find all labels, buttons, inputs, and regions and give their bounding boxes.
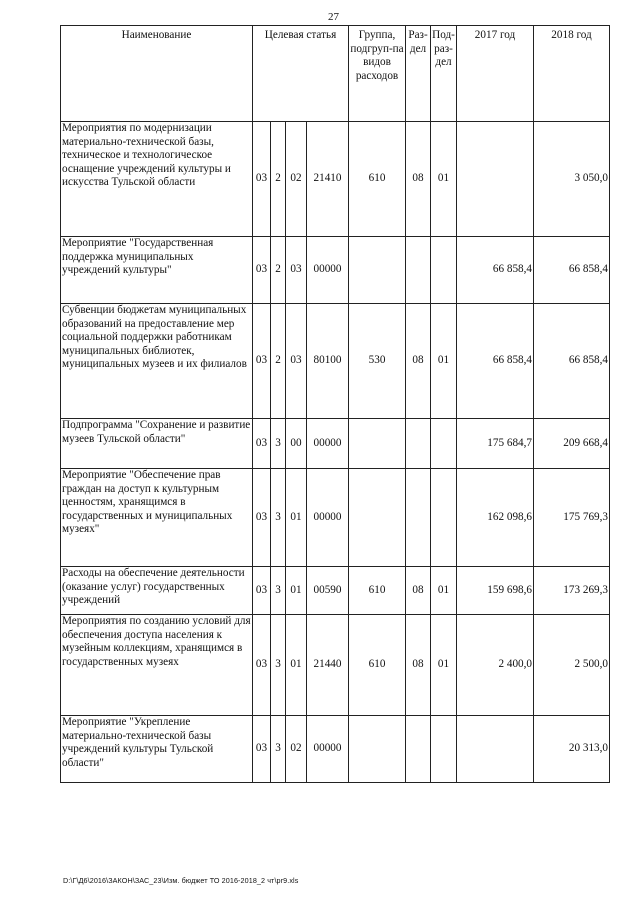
target-code-event: 01 bbox=[286, 615, 307, 716]
table-row bbox=[61, 304, 610, 419]
header-target-article: Целевая статья bbox=[253, 26, 349, 122]
target-code-program: 03 bbox=[253, 615, 271, 716]
header-year-2017: 2017 год bbox=[457, 26, 534, 122]
amount-2017-cell bbox=[457, 122, 534, 237]
target-code-event: 02 bbox=[286, 122, 307, 237]
target-code-program: 03 bbox=[253, 567, 271, 615]
target-code-event: 03 bbox=[286, 237, 307, 304]
target-code-subprogram: 3 bbox=[271, 716, 286, 783]
expense-group-cell: 530 bbox=[349, 304, 406, 419]
subsection-cell bbox=[431, 469, 457, 567]
row-name: Расходы на обеспечение деятельности (оказание услуг) государственных учреждений bbox=[61, 567, 253, 615]
target-code-subprogram: 2 bbox=[271, 122, 286, 237]
row-name: Субвенции бюджетам муниципальных образований на предоставление мер социальной поддержки работникам муниципальных библиотек, муниципальных музеев и их филиалов bbox=[61, 304, 253, 419]
expense-group-cell: 610 bbox=[349, 567, 406, 615]
expense-group-cell bbox=[349, 716, 406, 783]
target-code-program: 03 bbox=[253, 419, 271, 469]
section-cell: 08 bbox=[406, 122, 431, 237]
section-cell bbox=[406, 237, 431, 304]
target-code-program: 03 bbox=[253, 304, 271, 419]
budget-table-body bbox=[61, 122, 610, 783]
section-cell: 08 bbox=[406, 567, 431, 615]
subsection-cell bbox=[431, 419, 457, 469]
amount-2017-cell: 175 684,7 bbox=[457, 419, 534, 469]
subsection-cell bbox=[431, 237, 457, 304]
target-code-subprogram: 3 bbox=[271, 615, 286, 716]
expense-group-cell bbox=[349, 469, 406, 567]
table-row bbox=[61, 615, 610, 716]
subsection-cell bbox=[431, 716, 457, 783]
subsection-cell: 01 bbox=[431, 615, 457, 716]
section-cell bbox=[406, 716, 431, 783]
target-code-event: 02 bbox=[286, 716, 307, 783]
table-row bbox=[61, 469, 610, 567]
expense-group-cell bbox=[349, 419, 406, 469]
subsection-cell: 01 bbox=[431, 304, 457, 419]
section-cell bbox=[406, 469, 431, 567]
amount-2018-cell: 209 668,4 bbox=[534, 419, 610, 469]
amount-2017-cell: 66 858,4 bbox=[457, 237, 534, 304]
amount-2018-cell: 175 769,3 bbox=[534, 469, 610, 567]
target-code-direction: 00590 bbox=[307, 567, 349, 615]
target-code-subprogram: 2 bbox=[271, 304, 286, 419]
header-name: Наименование bbox=[61, 26, 253, 122]
header-expense-group-label: Группа, подгруп-па видов расходов bbox=[350, 29, 404, 82]
subsection-cell: 01 bbox=[431, 567, 457, 615]
row-name: Мероприятие "Укрепление материально-технической базы учреждений культуры Тульской области" bbox=[61, 716, 253, 783]
amount-2017-cell: 66 858,4 bbox=[457, 304, 534, 419]
section-cell bbox=[406, 419, 431, 469]
target-code-program: 03 bbox=[253, 122, 271, 237]
table-row bbox=[61, 716, 610, 783]
expense-group-cell: 610 bbox=[349, 122, 406, 237]
section-cell: 08 bbox=[406, 304, 431, 419]
target-code-direction: 00000 bbox=[307, 237, 349, 304]
row-name: Мероприятия по созданию условий для обеспечения доступа населения к музейным коллекциям, хранящимся в государственных музеях bbox=[61, 615, 253, 716]
subsection-cell: 01 bbox=[431, 122, 457, 237]
table-row bbox=[61, 237, 610, 304]
target-code-event: 00 bbox=[286, 419, 307, 469]
amount-2017-cell bbox=[457, 716, 534, 783]
amount-2017-cell: 2 400,0 bbox=[457, 615, 534, 716]
target-code-subprogram: 2 bbox=[271, 237, 286, 304]
expense-group-cell bbox=[349, 237, 406, 304]
target-code-direction: 00000 bbox=[307, 716, 349, 783]
table-row bbox=[61, 419, 610, 469]
target-code-subprogram: 3 bbox=[271, 469, 286, 567]
expense-group-cell: 610 bbox=[349, 615, 406, 716]
target-code-event: 01 bbox=[286, 469, 307, 567]
row-name: Мероприятие "Обеспечение прав граждан на доступ к культурным ценностям, хранящимся в государственных и муниципальных музеях" bbox=[61, 469, 253, 567]
amount-2018-cell: 66 858,4 bbox=[534, 304, 610, 419]
page-number: 27 bbox=[328, 11, 339, 23]
target-code-subprogram: 3 bbox=[271, 567, 286, 615]
table-row bbox=[61, 567, 610, 615]
section-cell: 08 bbox=[406, 615, 431, 716]
target-code-subprogram: 3 bbox=[271, 419, 286, 469]
target-code-event: 03 bbox=[286, 304, 307, 419]
target-code-event: 01 bbox=[286, 567, 307, 615]
target-code-program: 03 bbox=[253, 716, 271, 783]
row-name: Подпрограмма "Сохранение и развитие музеев Тульской области" bbox=[61, 419, 253, 469]
table-row bbox=[61, 122, 610, 237]
table-header-row bbox=[61, 26, 610, 122]
header-subsection: Под-раз-дел bbox=[431, 26, 457, 122]
target-code-direction: 00000 bbox=[307, 469, 349, 567]
budget-table bbox=[60, 25, 610, 783]
target-code-program: 03 bbox=[253, 469, 271, 567]
target-code-direction: 00000 bbox=[307, 419, 349, 469]
target-code-direction: 80100 bbox=[307, 304, 349, 419]
target-code-direction: 21410 bbox=[307, 122, 349, 237]
header-year-2018: 2018 год bbox=[534, 26, 610, 122]
header-section: Раз-дел bbox=[406, 26, 431, 122]
amount-2018-cell: 20 313,0 bbox=[534, 716, 610, 783]
file-path-footer: D:\Г\Д6\2016\ЗАКОН\ЗАС_23\Изм. бюджет ТО 2016-2018_2 чт\pr9.xls bbox=[63, 876, 299, 885]
amount-2018-cell: 3 050,0 bbox=[534, 122, 610, 237]
amount-2017-cell: 162 098,6 bbox=[457, 469, 534, 567]
amount-2018-cell: 66 858,4 bbox=[534, 237, 610, 304]
row-name: Мероприятия по модернизации материально-технической базы, техническое и технологическое оснащение учреждений культуры и искусства Тульской области bbox=[61, 122, 253, 237]
amount-2017-cell: 159 698,6 bbox=[457, 567, 534, 615]
amount-2018-cell: 173 269,3 bbox=[534, 567, 610, 615]
row-name: Мероприятие "Государственная поддержка муниципальных учреждений культуры" bbox=[61, 237, 253, 304]
amount-2018-cell: 2 500,0 bbox=[534, 615, 610, 716]
header-expense-group bbox=[349, 26, 406, 122]
target-code-direction: 21440 bbox=[307, 615, 349, 716]
target-code-program: 03 bbox=[253, 237, 271, 304]
